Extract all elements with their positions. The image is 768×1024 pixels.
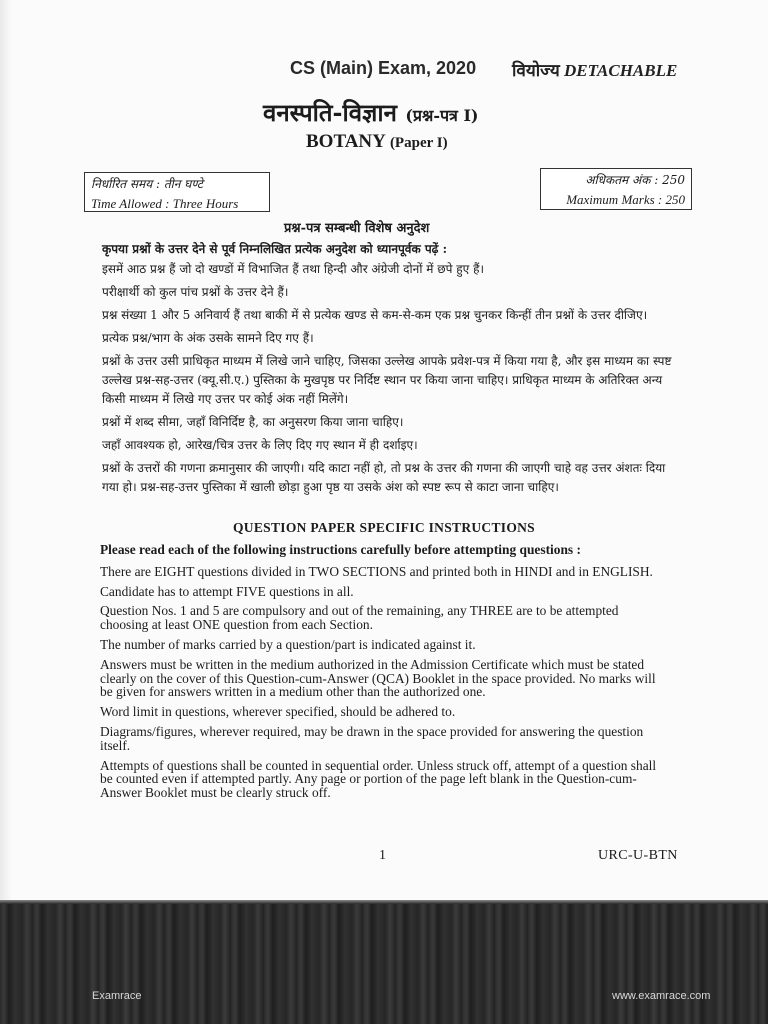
detachable-hindi: वियोज्य — [512, 61, 560, 81]
english-instruction-item: The number of marks carried by a question/part is indicated against it. — [100, 636, 476, 652]
paper-code: URC-U-BTN — [598, 848, 678, 863]
maximum-marks-box — [540, 168, 692, 210]
exam-title: CS (Main) Exam, 2020 — [290, 58, 477, 78]
english-instruction-item: Candidate has to attempt FIVE questions in all. — [100, 583, 354, 599]
hindi-instruction-item: प्रश्न संख्या 1 और 5 अनिवार्य हैं तथा बाकी में से प्रत्येक खण्ड से कम-से-कम एक प्रश्न चुनकर किन्हीं तीन प्रश्नों के उत्तर दीजिए। — [102, 308, 648, 322]
hindi-instruction-item: परीक्षार्थी को कुल पांच प्रश्नों के उत्तर देने हैं। — [102, 285, 289, 299]
maximum-marks-hindi: अधिकतम अंक : 250 — [585, 173, 685, 187]
detachable-english: DETACHABLE — [563, 61, 678, 80]
hindi-instructions-list — [102, 240, 678, 501]
watermark-right: www.examrace.com — [612, 990, 711, 1002]
english-instruction-item: Attempts of questions shall be counted in sequential order. Unless struck off, attempt of a question shall be counted even if attempted partly. Any page or portion of the page left blank in the Question-cum-Answer Booklet must be clearly struck off. — [100, 757, 657, 801]
hindi-instruction-item: जहाँ आवश्यक हो, आरेख/चित्र उत्तर के लिए दिए गए स्थान में ही दर्शाइए। — [102, 438, 418, 452]
time-allowed-box — [84, 172, 270, 212]
english-instruction-item: Word limit in questions, wherever specified, should be adhered to. — [100, 704, 456, 720]
subject-title-hindi — [263, 96, 479, 129]
maximum-marks-english: Maximum Marks : 250 — [566, 192, 685, 207]
scan-edge-shadow — [0, 0, 12, 900]
english-instruction-item: Answers must be written in the medium authorized in the Admission Certificate which must be stated clearly on the cover of this Question-cum-Answer (QCA) Booklet in the space provided. No marks will be given for answers written in a medium other than the authorized one. — [100, 656, 656, 700]
hindi-instructions-heading: प्रश्न-पत्र सम्बन्धी विशेष अनुदेश — [284, 221, 430, 236]
page-number: 1 — [379, 848, 386, 863]
hindi-instruction-item: प्रश्नों में शब्द सीमा, जहाँ विनिर्दिष्ट है, का अनुसरण किया जाना चाहिए। — [102, 415, 404, 429]
english-instruction-item: Diagrams/figures, wherever required, may be drawn in the space provided for answering the question itself. — [100, 723, 644, 753]
time-allowed-hindi: निर्धारित समय : तीन घण्टे — [91, 177, 203, 191]
english-instruction-item: There are EIGHT questions divided in TWO SECTIONS and printed both in HINDI and in ENGLISH. — [100, 563, 653, 579]
hindi-instruction-item: प्रश्नों के उत्तर उसी प्राधिकृत माध्यम में लिखे जाने चाहिए, जिसका उल्लेख आपके प्रवेश-पत्र में किया गया है, और इस माध्यम का स्पष्ट उल्लेख प्रश्न-सह-उत्तर (क्यू.सी.ए.) पुस्तिका के मुखपृष्ठ पर निर्दिष्ट स्थान पर किया जाना चाहिए। प्राधिकृत माध्यम के अतिरिक्त अन्य किसी माध्यम में लिखे गए उत्तर पर कोई अंक नहीं मिलेंगे। — [102, 354, 672, 406]
detachable-label — [512, 58, 677, 81]
hindi-instruction-item: प्रत्येक प्रश्न/भाग के अंक उसके सामने दिए गए हैं। — [102, 331, 314, 345]
scanner-background-strip — [0, 900, 768, 1024]
english-instruction-item: Question Nos. 1 and 5 are compulsory and out of the remaining, any THREE are to be attempted choosing at least ONE question from each Section. — [100, 603, 619, 633]
english-instructions-heading: QUESTION PAPER SPECIFIC INSTRUCTIONS — [233, 520, 535, 535]
subject-title-english — [306, 131, 448, 153]
english-instructions-list — [100, 543, 670, 806]
paper-hindi: (प्रश्न-पत्र I) — [405, 106, 479, 125]
subject-hindi: वनस्पति-विज्ञान — [263, 98, 397, 127]
time-allowed-english: Time Allowed : Three Hours — [91, 196, 239, 211]
paper-english: (Paper I) — [389, 135, 448, 151]
subject-english: BOTANY — [306, 131, 386, 152]
hindi-instruction-item: प्रश्नों के उत्तरों की गणना क्रमानुसार की जाएगी। यदि काटा नहीं हो, तो प्रश्न के उत्तर की गणना की जाएगी चाहे वह उत्तर अंशतः दिया गया हो। प्रश्न-सह-उत्तर पुस्तिका में खाली छोड़ा हुआ पृष्ठ या उसके अंश को स्पष्ट रूप से काटा जाना चाहिए। — [102, 461, 666, 494]
english-instructions-lead: Please read each of the following instructions carefully before attempting questions : — [100, 542, 581, 557]
watermark-left: Examrace — [92, 990, 142, 1002]
hindi-instructions-lead: कृपया प्रश्नों के उत्तर देने से पूर्व निम्नलिखित प्रत्येक अनुदेश को ध्यानपूर्वक पढ़ें : — [102, 242, 448, 256]
hindi-instruction-item: इसमें आठ प्रश्न हैं जो दो खण्डों में विभाजित हैं तथा हिन्दी और अंग्रेजी दोनों में छपे हुए हैं। — [102, 262, 485, 276]
